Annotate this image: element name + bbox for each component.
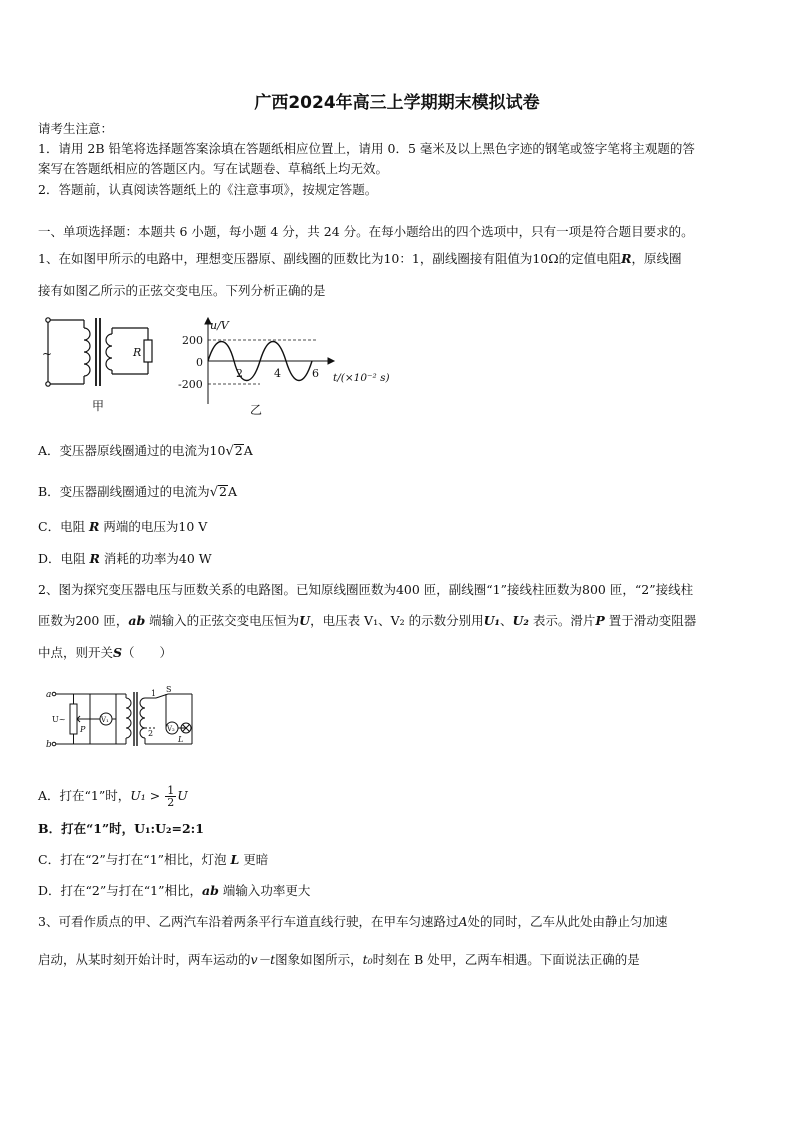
figure-jia-caption: 甲 [92,399,105,413]
question-2-line-3: 中点，则开关S（ ） [38,645,173,660]
x-tick-2: 2 [236,367,243,380]
y-axis-label: u/V [210,319,229,332]
question-1-line-1: 1、在如图甲所示的电路中，理想变压器原、副线圈的匝数比为10：1，副线圈接有阻值为10Ω的定值电阻R，原线圈 [38,251,682,266]
x-axis-label: t/(×10⁻² s) [333,372,390,384]
input-voltage-label: U~ [52,715,66,724]
notice-item-2: 2．答题前，认真阅读答题纸上的《注意事项》，按规定答题。 [38,182,378,197]
question-2-line-1: 2、图为探究变压器电压与匝数关系的电路图。已知原线圈匝数为400 匝，副线圈“1”接线柱匝数为800 匝，“2”接线柱 [38,582,694,597]
question-2-option-a: A．打在“1”时，U₁ > $\frac{1}{2}$ U [38,784,188,809]
origin-label: 0 [196,356,203,369]
question-2-option-b: B．打在“1”时，U₁:U₂=2:1 [38,821,204,836]
ac-source-symbol: ~ [42,347,53,361]
question-1-option-a: A．变压器原线圈通过的电流为10√2A [38,443,253,459]
question-1-option-d: D．电阻 R 消耗的功率为40 W [38,551,212,566]
question-3-line-2: 启动，从某时刻开始计时，两车运动的v－t图象如图所示，t₀时刻在 B 处甲，乙两车相遇。下面说法正确的是 [38,952,640,967]
slider-p-label: P [80,725,86,734]
terminal-1-label: 1 [151,689,157,698]
resistor-label: R [133,346,142,359]
figure-jia-circuit [36,314,166,414]
question-2-circuit [44,686,204,756]
notice-heading: 请考生注意： [38,121,114,136]
question-1-option-c: C．电阻 R 两端的电压为10 V [38,519,208,534]
terminal-2-label: 2 [148,729,154,738]
figure-yi-graph [176,314,396,420]
question-2-line-2: 匝数为200 匝，ab 端输入的正弦交变电压恒为U，电压表 V₁、V₂ 的示数分别用U₁、U₂ 表示。滑片P 置于滑动变阻器 [38,613,697,628]
question-1-option-b: B．变压器副线圈通过的电流为√2A [38,484,237,500]
lamp-l-label: L [178,735,184,744]
y-tick-200: 200 [182,334,203,347]
notice-item-1-cont: 案写在答题纸相应的答题区内。写在试题卷、草稿纸上均无效。 [38,161,389,176]
voltmeter-v2-label: V₂ [167,725,175,733]
figure-yi-caption: 乙 [250,403,263,417]
voltmeter-v1-label: V₁ [101,716,109,724]
question-2-option-d: D．打在“2”与打在“1”相比，ab 端输入功率更大 [38,883,311,898]
section-heading: 一、单项选择题：本题共 6 小题，每小题 4 分，共 24 分。在每小题给出的四个选项中，只有一项是符合题目要求的。 [38,224,694,239]
switch-s-label: S [166,686,172,694]
terminal-a-label: a [46,690,52,700]
question-2-option-c: C．打在“2”与打在“1”相比，灯泡 L 更暗 [38,852,269,867]
question-1-line-2: 接有如图乙所示的正弦交变电压。下列分析正确的是 [38,283,326,298]
terminal-b-label: b [46,740,52,750]
x-tick-4: 4 [274,367,281,380]
page-title: 广西2024年高三上学期期末模拟试卷 [254,93,540,113]
notice-item-1: 1．请用 2B 铅笔将选择题答案涂填在答题纸相应位置上，请用 0．5 毫米及以上黑色字迹的钢笔或签字笔将主观题的答 [38,141,695,156]
x-tick-6: 6 [312,367,319,380]
y-tick-neg-200: -200 [178,378,203,391]
question-3-line-1: 3、可看作质点的甲、乙两汽车沿着两条平行车道直线行驶，在甲车匀速路过A处的同时，乙车从此处由静止匀加速 [38,914,668,929]
